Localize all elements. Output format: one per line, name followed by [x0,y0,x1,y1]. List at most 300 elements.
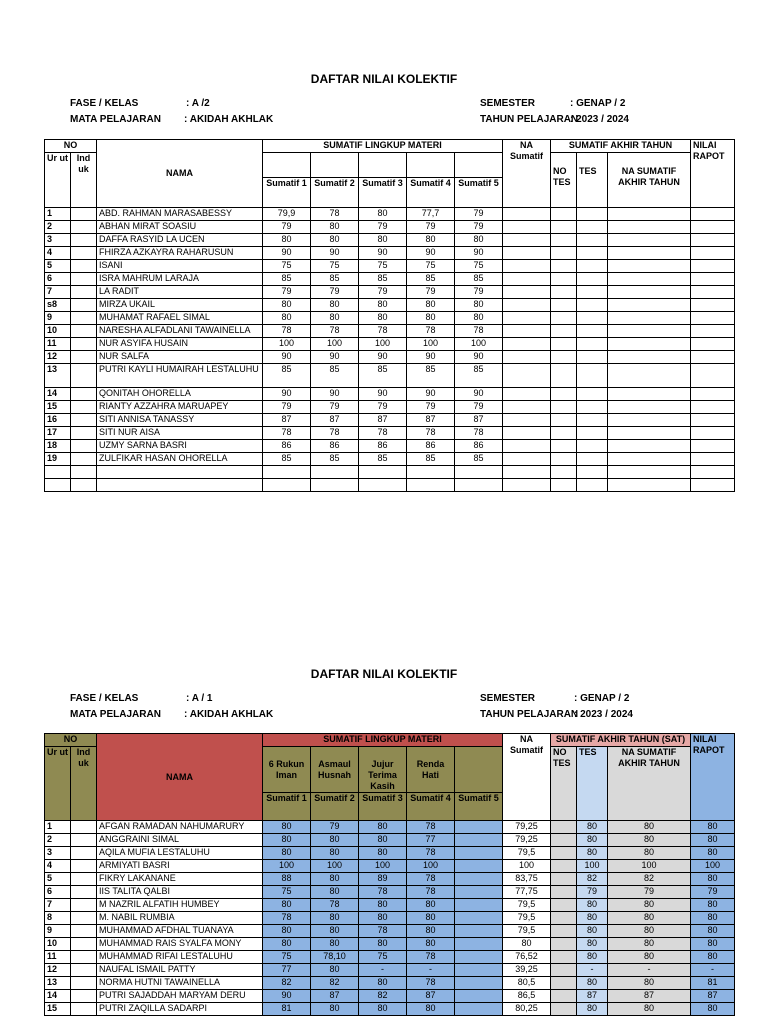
sumatif-5-cell [455,821,503,834]
empty-cell [551,325,577,338]
na-sumatif-cell: 79,25 [503,834,551,847]
table-row [45,951,735,964]
na-sat-cell: 80 [608,899,691,912]
row-induk [71,338,97,351]
empty-cell [551,260,577,273]
row-number: 4 [45,860,71,873]
empty-cell [608,351,691,364]
empty-cell [551,427,577,440]
sumatif-4-cell: 79 [407,401,455,414]
empty-cell [608,221,691,234]
fase-value: : A /2 [186,98,210,109]
header-materi-4: Renda Hati [407,747,455,793]
row-induk [71,247,97,260]
empty-cell [691,440,735,453]
sumatif-3-cell: 80 [359,899,407,912]
sumatif-5-cell [455,873,503,886]
row-induk [71,938,97,951]
header-na-sat: NA SUMATIF AKHIR TAHUN [608,153,691,208]
row-number: 10 [45,938,71,951]
sumatif-3-cell: 80 [359,821,407,834]
student-name: M NAZRIL ALFATIH HUMBEY [97,899,263,912]
empty-cell [503,273,551,286]
student-name: MUHAMMAD AFDHAL TUANAYA [97,925,263,938]
sumatif-5-cell: 87 [455,414,503,427]
sumatif-3-cell: 90 [359,388,407,401]
empty-cell [503,299,551,312]
table-row [45,990,735,1003]
header-urut: Ur ut [45,747,71,821]
student-name: NORMA HUTNI TAWAINELLA [97,977,263,990]
table-row [45,351,735,364]
empty-cell [691,273,735,286]
header-sumatif-1: Sumatif 1 [263,178,311,208]
empty-cell [551,338,577,351]
empty-cell [608,414,691,427]
student-name: NAUFAL ISMAIL PATTY [97,964,263,977]
sumatif-1-cell: 78 [263,325,311,338]
mapel-label: MATA PELAJARAN [70,114,161,125]
no-tes-cell [551,951,577,964]
sumatif-4-cell: 85 [407,273,455,286]
sumatif-3-cell: 79 [359,286,407,299]
row-induk [71,821,97,834]
sumatif-3-cell: 80 [359,977,407,990]
table-row [45,364,735,388]
sumatif-3-cell: 80 [359,208,407,221]
sumatif-2-cell: 90 [311,388,359,401]
sumatif-4-cell: 100 [407,338,455,351]
sumatif-3-cell: 87 [359,414,407,427]
sumatif-2-cell: 80 [311,312,359,325]
row-number: 6 [45,273,71,286]
empty-cell [311,466,359,479]
row-number: 15 [45,1003,71,1016]
empty-cell [503,234,551,247]
sumatif-1-cell: 90 [263,351,311,364]
empty-cell [503,286,551,299]
empty-cell [551,388,577,401]
sumatif-4-cell: 86 [407,440,455,453]
empty-cell [551,401,577,414]
empty-cell [97,466,263,479]
sumatif-4-cell: 79 [407,221,455,234]
na-sumatif-cell: 80 [503,938,551,951]
sumatif-1-cell: 80 [263,847,311,860]
empty-cell [608,325,691,338]
row-number: 8 [45,912,71,925]
empty-cell [551,364,577,388]
row-induk [71,414,97,427]
sumatif-4-cell: 100 [407,860,455,873]
row-number: 2 [45,834,71,847]
sumatif-2-cell: 80 [311,912,359,925]
table-row [45,899,735,912]
na-sumatif-cell: 80,25 [503,1003,551,1016]
mapel-value: : AKIDAH AKHLAK [184,114,274,125]
sumatif-5-cell: 86 [455,440,503,453]
sumatif-3-cell: 78 [359,925,407,938]
empty-cell [608,260,691,273]
table-row [45,286,735,299]
na-sumatif-cell: 79,25 [503,821,551,834]
empty-cell [577,338,608,351]
row-induk [71,886,97,899]
row-number: 9 [45,925,71,938]
row-number: 18 [45,440,71,453]
nilai-rapot-cell: 80 [691,1003,735,1016]
na-sat-cell: 80 [608,912,691,925]
empty-cell [691,414,735,427]
sumatif-1-cell: 85 [263,453,311,466]
na-sat-cell: 80 [608,951,691,964]
row-induk [71,873,97,886]
empty-cell [455,479,503,492]
row-number: 13 [45,364,71,388]
row-number: 13 [45,977,71,990]
sumatif-5-cell [455,925,503,938]
sumatif-2-cell: 87 [311,414,359,427]
student-name: DAFFA RASYID LA UCEN [97,234,263,247]
empty-cell [608,466,691,479]
student-name: ZULFIKAR HASAN OHORELLA [97,453,263,466]
empty-cell [608,440,691,453]
empty-cell [608,453,691,466]
table-row [45,440,735,453]
sumatif-5-cell [455,886,503,899]
sumatif-4-cell: 80 [407,899,455,912]
student-name: ABHAN MIRAT SOASIU [97,221,263,234]
empty-cell [503,247,551,260]
sumatif-2-cell: 80 [311,886,359,899]
table-row [45,273,735,286]
empty-cell [691,427,735,440]
fase-value: : A / 1 [186,693,213,704]
tes-cell: 80 [577,847,608,860]
sumatif-5-cell: 90 [455,351,503,364]
sumatif-1-cell: 79,9 [263,208,311,221]
empty-cell [691,338,735,351]
sumatif-4-cell: 78 [407,325,455,338]
sumatif-2-cell: 85 [311,273,359,286]
header-sumatif-1: Sumatif 1 [263,793,311,821]
sumatif-4-cell: 80 [407,938,455,951]
row-number: 11 [45,338,71,351]
header-na-sat: NA SUMATIF AKHIR TAHUN [608,747,691,821]
tahun-value: : 2023 / 2024 [570,114,629,125]
sumatif-5-cell: 78 [455,325,503,338]
row-number: 16 [45,414,71,427]
tes-cell: 80 [577,938,608,951]
table-row [45,834,735,847]
empty-cell [311,479,359,492]
sumatif-4-cell: 78 [407,847,455,860]
sumatif-1-cell: 85 [263,273,311,286]
sheet2-grade-table [44,733,735,1016]
sumatif-2-cell: 100 [311,338,359,351]
row-induk [71,312,97,325]
sumatif-3-cell: 100 [359,860,407,873]
empty-cell [691,286,735,299]
semester-value: : GENAP / 2 [570,98,626,109]
row-induk [71,847,97,860]
row-induk [71,299,97,312]
header-sumatif-lingkup-materi: SUMATIF LINGKUP MATERI [263,734,503,747]
sumatif-1-cell: 77 [263,964,311,977]
sumatif-4-cell: 78 [407,951,455,964]
header-no: NO [45,734,97,747]
nilai-rapot-cell: 80 [691,951,735,964]
row-number: 19 [45,453,71,466]
empty-cell [577,401,608,414]
student-name: IIS TALITA QALBI [97,886,263,899]
empty-cell [577,286,608,299]
tes-cell: 80 [577,912,608,925]
mapel-label: MATA PELAJARAN [70,709,161,720]
row-number: 15 [45,401,71,414]
empty-cell [608,286,691,299]
empty-cell [577,247,608,260]
sumatif-5-cell: 90 [455,247,503,260]
header-no: NO [45,140,97,153]
empty-cell [608,364,691,388]
na-sat-cell: 80 [608,1003,691,1016]
table-row [45,938,735,951]
header-nilai-rapot: NILAI RAPOT [691,734,735,821]
sumatif-5-cell [455,977,503,990]
sumatif-4-cell: 75 [407,260,455,273]
row-induk [71,860,97,873]
sumatif-5-cell: 85 [455,273,503,286]
sumatif-1-cell: 78 [263,427,311,440]
nilai-rapot-cell: 80 [691,873,735,886]
empty-cell [551,312,577,325]
no-tes-cell [551,912,577,925]
empty-cell [577,388,608,401]
table-row [45,401,735,414]
header-nama: NAMA [97,140,263,208]
header-sumatif-2: Sumatif 2 [311,178,359,208]
empty-cell [503,221,551,234]
row-induk [71,1003,97,1016]
tes-cell: 80 [577,821,608,834]
sumatif-5-cell: 75 [455,260,503,273]
no-tes-cell [551,873,577,886]
empty-cell [577,208,608,221]
nilai-rapot-cell: 79 [691,886,735,899]
row-induk [71,951,97,964]
sumatif-1-cell: 80 [263,938,311,951]
sumatif-1-cell: 87 [263,414,311,427]
empty-cell [71,479,97,492]
sumatif-1-cell: 75 [263,886,311,899]
sumatif-3-cell: 100 [359,338,407,351]
sumatif-5-cell: 79 [455,401,503,414]
table-row [45,873,735,886]
semester-label: SEMESTER [480,98,536,109]
sumatif-3-cell: 80 [359,312,407,325]
empty-cell [691,351,735,364]
sumatif-1-cell: 75 [263,951,311,964]
no-tes-cell [551,925,577,938]
mapel-value: : AKIDAH AKHLAK [184,709,274,720]
sumatif-1-cell: 80 [263,899,311,912]
empty-cell [577,453,608,466]
empty-cell [503,260,551,273]
row-induk [71,273,97,286]
empty-cell [359,466,407,479]
header-materi-1: 6 Rukun Iman [263,747,311,793]
sumatif-5-cell: 79 [455,208,503,221]
tes-cell: 82 [577,873,608,886]
sumatif-5-cell [455,899,503,912]
empty-cell [608,479,691,492]
row-induk [71,221,97,234]
tahun-label: TAHUN PELAJARAN [480,114,579,125]
empty-cell [503,364,551,388]
empty-cell [551,299,577,312]
sumatif-4-cell: 90 [407,247,455,260]
header-sumatif-lingkup-materi: SUMATIF LINGKUP MATERI [263,140,503,153]
row-number: 6 [45,886,71,899]
sumatif-3-cell: 80 [359,299,407,312]
na-sat-cell: 80 [608,821,691,834]
empty-cell [503,388,551,401]
na-sumatif-cell: 79,5 [503,899,551,912]
na-sumatif-cell: 83,75 [503,873,551,886]
table-row [45,247,735,260]
empty-cell [691,388,735,401]
empty-cell [577,312,608,325]
empty-cell [503,401,551,414]
nilai-rapot-cell: 80 [691,912,735,925]
sumatif-5-cell [455,951,503,964]
student-name: AFGAN RAMADAN NAHUMARURY [97,821,263,834]
sumatif-5-cell [455,938,503,951]
empty-cell [577,260,608,273]
empty-cell [577,299,608,312]
sumatif-2-cell: 80 [311,964,359,977]
no-tes-cell [551,964,577,977]
sumatif-1-cell: 100 [263,338,311,351]
sumatif-4-cell: 90 [407,351,455,364]
empty-cell [551,414,577,427]
na-sat-cell: 80 [608,847,691,860]
student-name: ARMIYATI BASRI [97,860,263,873]
tes-cell: 80 [577,834,608,847]
sumatif-4-cell: 78 [407,886,455,899]
sumatif-2-cell: 79 [311,286,359,299]
header-sumatif-4: Sumatif 4 [407,178,455,208]
row-induk [71,964,97,977]
nilai-rapot-cell: 80 [691,899,735,912]
sumatif-4-cell: - [407,964,455,977]
sumatif-2-cell: 90 [311,351,359,364]
empty-cell [551,286,577,299]
header-no-tes: NO TES [551,153,577,208]
sumatif-1-cell: 85 [263,364,311,388]
sumatif-4-cell: 90 [407,388,455,401]
empty-cell [608,388,691,401]
tes-cell: 80 [577,951,608,964]
row-induk [71,977,97,990]
empty-cell [691,221,735,234]
table-row [45,847,735,860]
nilai-rapot-cell: 80 [691,925,735,938]
empty-cell [608,273,691,286]
header-materi-3: Jujur Terima Kasih [359,747,407,793]
sumatif-2-cell: 80 [311,847,359,860]
empty-row [45,479,735,492]
sumatif-2-cell: 78 [311,427,359,440]
sumatif-2-cell: 80 [311,938,359,951]
sumatif-1-cell: 80 [263,834,311,847]
sumatif-1-cell: 100 [263,860,311,873]
empty-cell [608,234,691,247]
row-number: 14 [45,388,71,401]
sumatif-2-cell: 80 [311,834,359,847]
no-tes-cell [551,938,577,951]
student-name: QONITAH OHORELLA [97,388,263,401]
empty-cell [691,364,735,388]
sumatif-2-cell: 82 [311,977,359,990]
student-name: FHIRZA AZKAYRA RAHARUSUN [97,247,263,260]
header-nama: NAMA [97,734,263,821]
row-induk [71,364,97,388]
student-name: ISRA MAHRUM LARAJA [97,273,263,286]
sumatif-1-cell: 90 [263,990,311,1003]
row-induk [71,208,97,221]
tes-cell: 100 [577,860,608,873]
sumatif-4-cell: 80 [407,299,455,312]
na-sumatif-cell: 79,5 [503,912,551,925]
sumatif-5-cell [455,834,503,847]
table-row [45,977,735,990]
empty-cell [97,479,263,492]
row-number: 7 [45,286,71,299]
row-induk [71,899,97,912]
no-tes-cell [551,886,577,899]
na-sat-cell: 80 [608,925,691,938]
empty-cell [691,466,735,479]
na-sat-cell: 79 [608,886,691,899]
no-tes-cell [551,860,577,873]
empty-cell [577,351,608,364]
sumatif-1-cell: 80 [263,821,311,834]
sumatif-5-cell: 79 [455,221,503,234]
sumatif-5-cell [455,847,503,860]
no-tes-cell [551,899,577,912]
empty-cell [503,466,551,479]
sumatif-1-cell: 90 [263,247,311,260]
row-induk [71,453,97,466]
na-sumatif-cell: 86,5 [503,990,551,1003]
header-sumatif-3: Sumatif 3 [359,793,407,821]
empty-cell [577,364,608,388]
sumatif-3-cell: 89 [359,873,407,886]
sumatif-2-cell: 79 [311,401,359,414]
header-tes: TES [577,153,608,208]
sumatif-4-cell: 80 [407,312,455,325]
sumatif-2-cell: 78 [311,325,359,338]
row-induk [71,990,97,1003]
row-number: 9 [45,312,71,325]
sumatif-1-cell: 75 [263,260,311,273]
nilai-rapot-cell: 100 [691,860,735,873]
sumatif-3-cell: - [359,964,407,977]
na-sat-cell: 80 [608,938,691,951]
student-name: MUHAMMAD RAIS SYALFA MONY [97,938,263,951]
